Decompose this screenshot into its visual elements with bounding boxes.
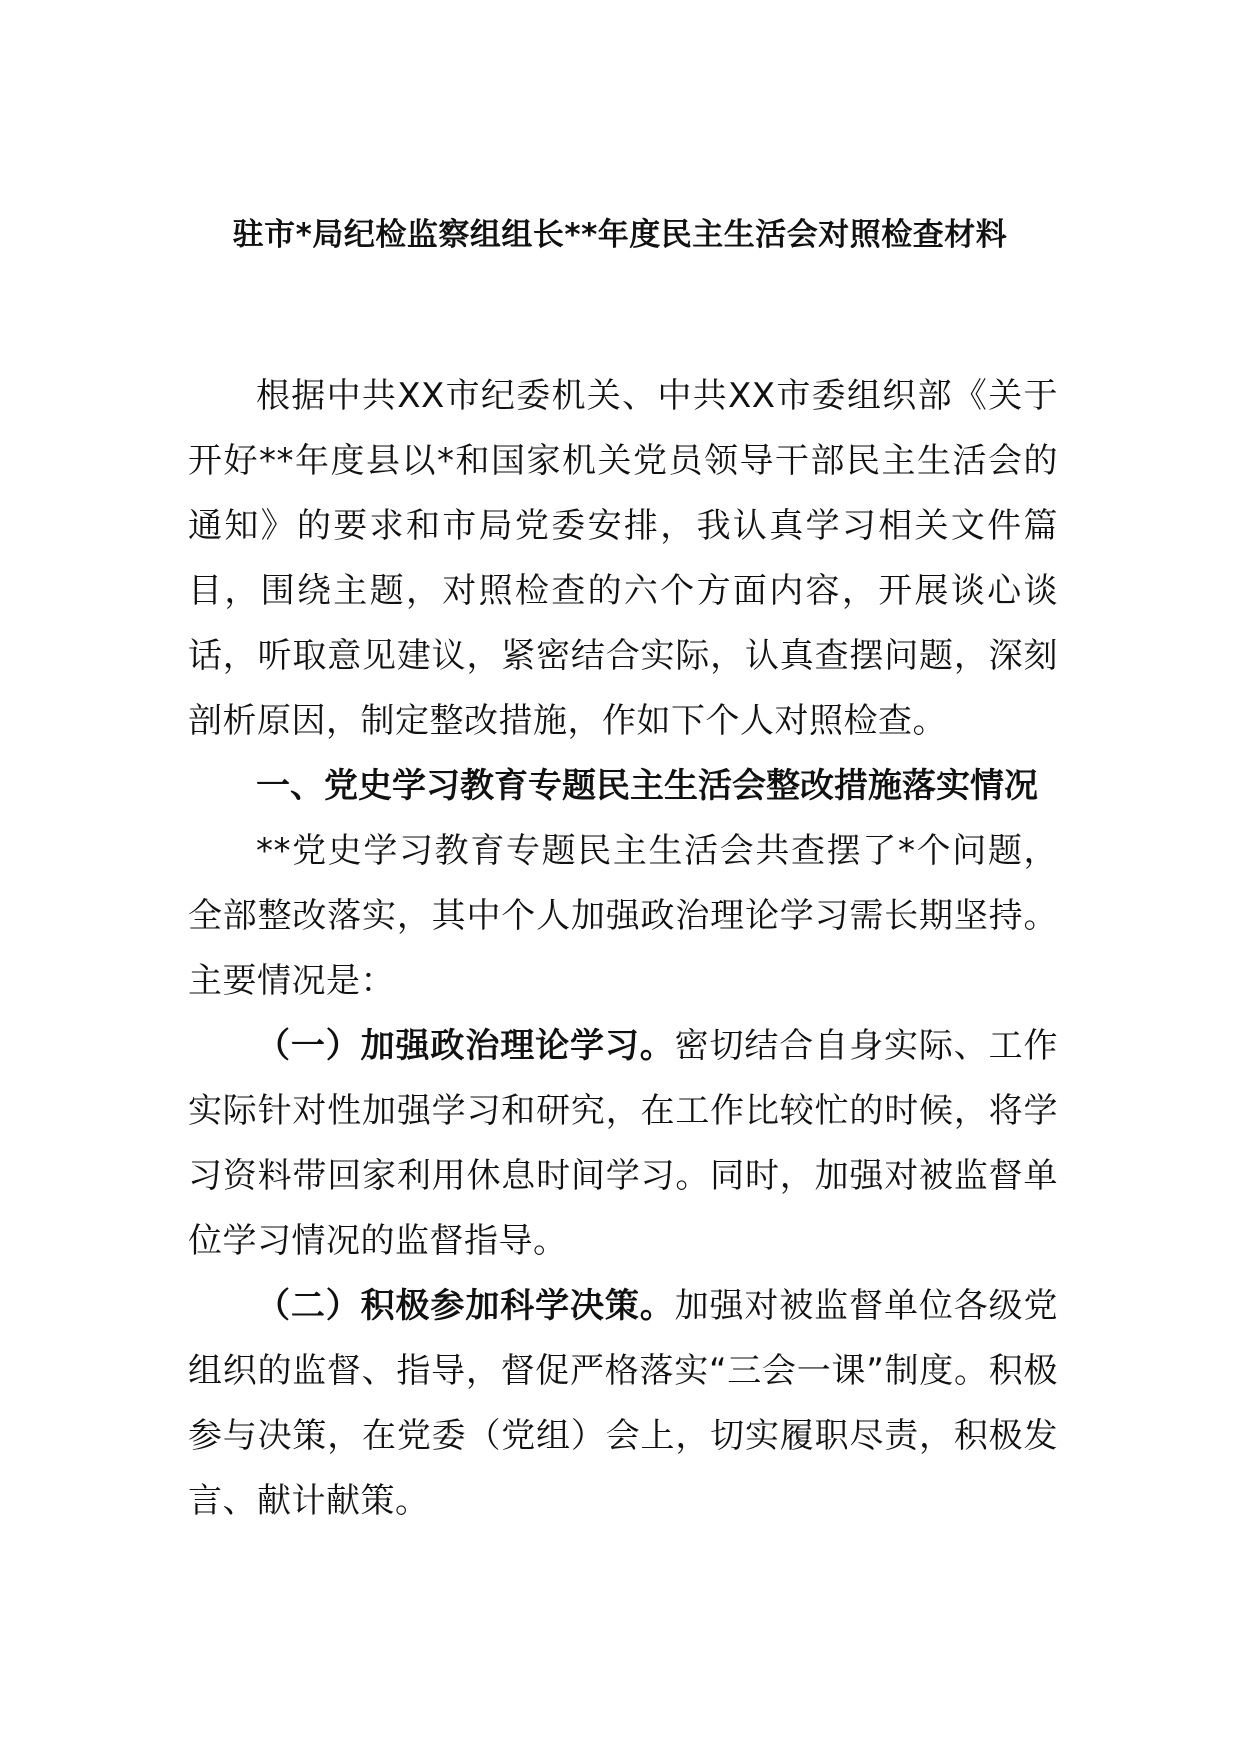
document-title: 驻市*局纪检监察组组长**年度民主生活会对照检查材料: [232, 217, 1008, 253]
document-body: [188, 364, 1058, 1534]
item-lead-2: （二）积极参加科学决策。: [256, 1286, 675, 1326]
section-heading: 一、党史学习教育专题民主生活会整改措施落实情况: [256, 766, 1038, 806]
item-text-1: 密切结合自身实际、工作实际针对性加强学习和研究，在工作比较忙的时候，将学习资料带回家利用休息时间学习。同时，加强对被监督单位学习情况的监督指导。: [188, 1026, 1059, 1261]
item-text-2: 加强对被监督单位各级党组织的监督、指导，督促严格落实“三会一课”制度。积极参与决策，在党委（党组）会上，切实履职尽责，积极发言、献计献策。: [188, 1286, 1059, 1521]
item-paragraph-2: [188, 1274, 1058, 1534]
intro-paragraph: 根据中共XX市纪委机关、中共XX市委组织部《关于开好**年度县以*和国家机关党员领导干部民主生活会的通知》的要求和市局党委安排，我认真学习相关文件篇目，围绕主题，对照检查的六个方面内容，开展谈心谈话，听取意见建议，紧密结合实际，认真查摆问题，深刻剖析原因，制定整改措施，作如下个人对照检查。: [188, 376, 1058, 741]
section-summary-paragraph: **党史学习教育专题民主生活会共查摆了*个问题，全部整改落实，其中个人加强政治理论学习需长期坚持。主要情况是：: [188, 831, 1058, 1001]
item-paragraph-1: [188, 1014, 1058, 1274]
item-lead-1: （一）加强政治理论学习。: [256, 1026, 675, 1066]
